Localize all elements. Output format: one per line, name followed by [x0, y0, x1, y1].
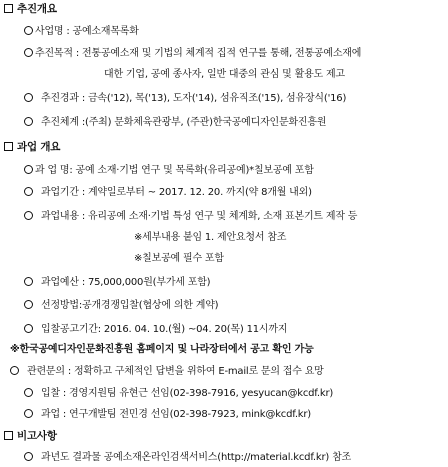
- system: 추진체계 :(주최) 문화체육관광부, (주관)한국공예디자인문화진흥원: [24, 117, 326, 128]
- selection-method: 선정방법:공개경쟁입찰(협상에 의한 계약): [24, 300, 218, 311]
- circle-bullet-icon: [24, 324, 33, 333]
- task-content: 과업내용 : 유리공예 소재·기법 특성 연구 및 체계화, 소재 표본기트 제작 등: [24, 211, 357, 222]
- circle-bullet-icon: [24, 93, 33, 102]
- circle-bullet-icon: [24, 117, 33, 126]
- purpose-line-1: 추진목적 : 전통공예소재 및 기법의 체계적 집적 연구를 통해, 전통공예소재에: [24, 48, 361, 59]
- contact-bid: 입찰 : 경영지원팀 유현근 선임(02-398-7916, yesyucan@kcdf.kr): [24, 388, 333, 399]
- enamel-note: ※칠보공예 필수 포함: [134, 253, 224, 264]
- task-period: 과업기간 : 계약일로부터 ~ 2017. 12. 20. 까지(약 8개월 내외): [24, 187, 312, 198]
- checkbox-square-icon: [4, 4, 13, 13]
- inquiry: 관련문의 : 정확하고 구체적인 답변을 위하여 E-mail로 문의 접수 요망: [10, 366, 324, 377]
- notice: ※한국공예디자인문화진흥원 홈페이지 및 나라장터에서 공고 확인 가능: [10, 344, 314, 355]
- circle-bullet-icon: [24, 211, 33, 220]
- circle-bullet-icon: [24, 187, 33, 196]
- task-budget: 과업예산 : 75,000,000원(부가세 포함): [24, 277, 210, 288]
- circle-bullet-icon: [24, 48, 33, 57]
- history: 추진경과 : 금속('12), 목('13), 도자('14), 섬유직조('15), 섬유장식('16): [24, 93, 346, 104]
- circle-bullet-icon: [24, 300, 33, 309]
- circle-bullet-icon: [24, 452, 33, 461]
- section-heading-task: 과업 개요: [4, 142, 60, 153]
- circle-bullet-icon: [24, 165, 33, 174]
- purpose-line-2: 대한 기업, 공예 종사자, 일반 대중의 관심 및 활용도 제고: [104, 69, 345, 80]
- section-heading-notes: 비고사항: [4, 431, 57, 442]
- project-name: 사업명 : 공예소재목록화: [24, 26, 139, 37]
- section-heading-overview: 추진개요: [4, 4, 57, 15]
- circle-bullet-icon: [24, 26, 33, 35]
- checkbox-square-icon: [4, 142, 13, 151]
- task-name: 과 업 명: 공예 소재·기법 연구 및 목록화(유리공예)*칠보공예 포함: [24, 165, 314, 176]
- contact-task: 과업 : 연구개발팀 전민경 선임(02-398-7923, mink@kcdf.kr): [24, 409, 311, 420]
- bid-period: 입찰공고기간: 2016. 04. 10.(월) ~04. 20(목) 11시까지: [24, 324, 287, 335]
- circle-bullet-icon: [24, 388, 33, 397]
- previous-results: 과년도 결과물 공예소재온라인검색서비스(http://material.kcdf.kr) 참조: [24, 452, 351, 463]
- circle-bullet-icon: [10, 366, 19, 375]
- detail-note: ※세부내용 붙임 1. 제안요청서 참조: [134, 232, 287, 243]
- checkbox-square-icon: [4, 431, 13, 440]
- circle-bullet-icon: [24, 409, 33, 418]
- circle-bullet-icon: [24, 277, 33, 286]
